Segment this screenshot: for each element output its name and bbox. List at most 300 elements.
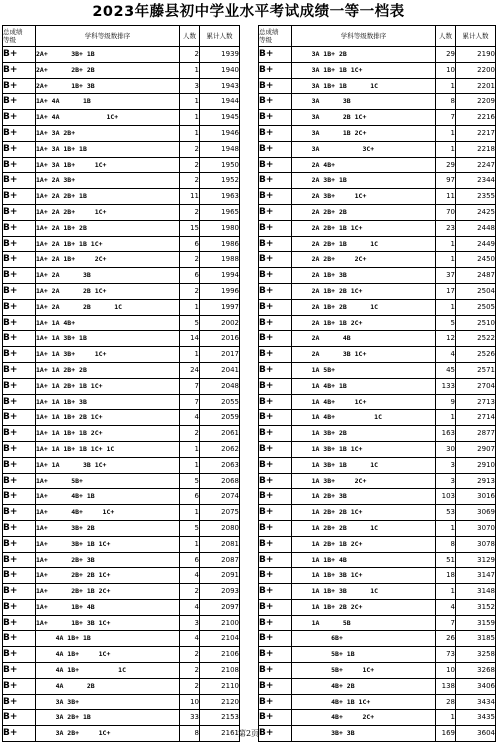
table-row [3, 94, 240, 110]
sequence-cell [292, 378, 436, 394]
cumulative-cell: 2877 [456, 426, 496, 442]
sequence-text: 3A 1B+ 1B 1C [292, 81, 379, 90]
table-body-left [3, 47, 240, 742]
count-cell: 1 [436, 710, 456, 726]
sequence-text: 3A 2B+ 1B [36, 713, 91, 722]
count-cell: 8 [436, 536, 456, 552]
sequence-text: 3A 3C+ [292, 144, 375, 153]
sequence-cell [36, 204, 180, 220]
count-cell: 11 [180, 189, 200, 205]
count-cell: 18 [436, 568, 456, 584]
grade-cell: B+ [259, 189, 292, 205]
sequence-text: 1A+ 4A 1B [36, 97, 91, 106]
sequence-cell [292, 47, 436, 63]
cumulative-cell: 2002 [200, 315, 240, 331]
count-cell: 1 [436, 125, 456, 141]
sequence-cell [36, 331, 180, 347]
table-row [259, 536, 496, 552]
sequence-cell [36, 157, 180, 173]
table-row [259, 710, 496, 726]
table-row [259, 457, 496, 473]
sequence-cell [292, 615, 436, 631]
sequence-cell [36, 568, 180, 584]
count-cell: 15 [180, 220, 200, 236]
grade-cell: B+ [3, 726, 36, 742]
count-cell: 17 [436, 283, 456, 299]
sequence-cell [292, 584, 436, 600]
table-row [3, 362, 240, 378]
cumulative-cell: 1950 [200, 157, 240, 173]
count-cell: 2 [180, 647, 200, 663]
cumulative-cell: 2209 [456, 94, 496, 110]
sequence-cell [36, 694, 180, 710]
count-cell: 26 [436, 631, 456, 647]
sequence-text: 3A 1B 2C+ [292, 128, 367, 137]
sequence-cell [292, 394, 436, 410]
sequence-text: 2A 2B+ 1B 1C [292, 239, 379, 248]
grade-cell: B+ [259, 110, 292, 126]
cumulative-cell: 1965 [200, 204, 240, 220]
cumulative-cell: 3078 [456, 536, 496, 552]
sequence-text: 3A 2B 1C+ [292, 113, 367, 122]
cumulative-cell: 2059 [200, 410, 240, 426]
table-row [3, 141, 240, 157]
sequence-cell [292, 331, 436, 347]
sequence-text: 2A+ 2B+ 2B [36, 65, 95, 74]
count-cell: 8 [180, 726, 200, 742]
page-number: 第2页 [237, 729, 260, 738]
sequence-text: 1A 5B+ [292, 365, 336, 374]
count-cell: 5 [180, 315, 200, 331]
table-row [3, 536, 240, 552]
cumulative-cell: 2216 [456, 110, 496, 126]
sequence-cell [292, 141, 436, 157]
count-cell: 6 [180, 552, 200, 568]
table-row [3, 710, 240, 726]
grade-cell: B+ [259, 252, 292, 268]
table-row [3, 520, 240, 536]
table-row [259, 141, 496, 157]
table-row [3, 315, 240, 331]
sequence-cell [292, 536, 436, 552]
sequence-cell [292, 173, 436, 189]
grade-cell: B+ [3, 489, 36, 505]
header-count: 人数 [436, 26, 456, 47]
cumulative-cell: 2487 [456, 268, 496, 284]
cumulative-cell: 3268 [456, 663, 496, 679]
count-cell: 7 [436, 110, 456, 126]
count-cell: 2 [180, 141, 200, 157]
table-row [3, 457, 240, 473]
table-row [259, 599, 496, 615]
sequence-cell [36, 599, 180, 615]
grade-cell: B+ [3, 236, 36, 252]
count-cell: 1 [436, 236, 456, 252]
cumulative-cell: 3129 [456, 552, 496, 568]
count-cell: 2 [180, 173, 200, 189]
sequence-cell [292, 220, 436, 236]
cumulative-cell: 2448 [456, 220, 496, 236]
sequence-cell [36, 631, 180, 647]
cumulative-cell: 2016 [200, 331, 240, 347]
count-cell: 133 [436, 378, 456, 394]
sequence-cell [36, 110, 180, 126]
table-row [3, 62, 240, 78]
grade-cell: B+ [3, 347, 36, 363]
table-row [3, 678, 240, 694]
header-cumulative: 累计人数 [200, 26, 240, 47]
cumulative-cell: 2055 [200, 394, 240, 410]
sequence-text: 2A 3B+ 1B [292, 176, 347, 185]
grade-cell: B+ [3, 536, 36, 552]
header-count: 人数 [180, 26, 200, 47]
sequence-text: 1A+ 2A 1B+ 2C+ [36, 255, 107, 264]
count-cell: 1 [180, 536, 200, 552]
grade-cell: B+ [3, 220, 36, 236]
sequence-cell [36, 457, 180, 473]
grade-cell: B+ [3, 678, 36, 694]
sequence-cell [36, 94, 180, 110]
cumulative-cell: 2217 [456, 125, 496, 141]
sequence-cell [292, 678, 436, 694]
grade-cell: B+ [259, 584, 292, 600]
sequence-text: 1A+ 2A 2B 1C+ [36, 286, 107, 295]
cumulative-cell: 1997 [200, 299, 240, 315]
sequence-cell [36, 678, 180, 694]
cumulative-cell: 2108 [200, 663, 240, 679]
sequence-text: 1A 2B+ 1B 2C+ [292, 539, 363, 548]
sequence-text: 2A 1B+ 2B 1C [292, 302, 379, 311]
table-row [3, 220, 240, 236]
sequence-cell [292, 283, 436, 299]
cumulative-cell: 2068 [200, 473, 240, 489]
count-cell: 8 [436, 94, 456, 110]
cumulative-cell: 2218 [456, 141, 496, 157]
cumulative-cell: 2104 [200, 631, 240, 647]
cumulative-cell: 3435 [456, 710, 496, 726]
cumulative-cell: 1948 [200, 141, 240, 157]
grade-cell: B+ [259, 141, 292, 157]
table-row [3, 426, 240, 442]
grade-cell: B+ [259, 331, 292, 347]
table-row [3, 663, 240, 679]
sequence-cell [36, 710, 180, 726]
table-row [259, 647, 496, 663]
sequence-text: 1A+ 1A 3B+ 1B [36, 334, 87, 343]
count-cell: 33 [180, 710, 200, 726]
count-cell: 53 [436, 505, 456, 521]
cumulative-cell: 2910 [456, 457, 496, 473]
grade-cell: B+ [3, 584, 36, 600]
sequence-text: 4A 1B+ 1C [36, 666, 127, 675]
grade-cell: B+ [259, 299, 292, 315]
sequence-cell [36, 552, 180, 568]
grade-cell: B+ [3, 663, 36, 679]
sequence-cell [292, 268, 436, 284]
table-row [259, 615, 496, 631]
cumulative-cell: 2017 [200, 347, 240, 363]
table-row [3, 173, 240, 189]
sequence-cell [36, 663, 180, 679]
sequence-cell [36, 252, 180, 268]
count-cell: 1 [436, 584, 456, 600]
sequence-cell [292, 473, 436, 489]
cumulative-cell: 3406 [456, 678, 496, 694]
grade-cell: B+ [3, 204, 36, 220]
table-row [259, 505, 496, 521]
table-row [259, 426, 496, 442]
sequence-text: 1A 1B+ 3B 1C+ [292, 571, 363, 580]
sequence-cell [292, 410, 436, 426]
sequence-cell [292, 552, 436, 568]
sequence-text: 1A+ 2A 1B+ 2B [36, 223, 87, 232]
count-cell: 3 [436, 473, 456, 489]
count-cell: 7 [180, 394, 200, 410]
sequence-cell [292, 189, 436, 205]
sequence-text: 1A+ 3A 1B+ 1B [36, 144, 87, 153]
count-cell: 10 [180, 694, 200, 710]
cumulative-cell: 2061 [200, 426, 240, 442]
cumulative-cell: 2449 [456, 236, 496, 252]
grade-cell: B+ [3, 315, 36, 331]
grade-cell: B+ [3, 252, 36, 268]
table-row [259, 110, 496, 126]
count-cell: 4 [180, 631, 200, 647]
cumulative-cell: 1945 [200, 110, 240, 126]
cumulative-cell: 2425 [456, 204, 496, 220]
table-row [259, 268, 496, 284]
grade-cell: B+ [259, 268, 292, 284]
sequence-cell [292, 631, 436, 647]
sequence-text: 1A+ 2A 2B+ 1C+ [36, 207, 107, 216]
sequence-text: 1A+ 1A 4B+ [36, 318, 76, 327]
sequence-text: 2A 2B+ 1B 1C+ [292, 223, 363, 232]
cumulative-cell: 2907 [456, 441, 496, 457]
table-row [259, 299, 496, 315]
cumulative-cell: 2081 [200, 536, 240, 552]
cumulative-cell: 2704 [456, 378, 496, 394]
sequence-cell [36, 473, 180, 489]
table-row [259, 315, 496, 331]
cumulative-cell: 1952 [200, 173, 240, 189]
sequence-cell [36, 47, 180, 63]
count-cell: 5 [180, 473, 200, 489]
cumulative-cell: 3148 [456, 584, 496, 600]
sequence-cell [36, 615, 180, 631]
sequence-text: 1A+ 2B+ 2B 1C+ [36, 571, 111, 580]
sequence-cell [292, 252, 436, 268]
grade-cell: B+ [259, 378, 292, 394]
sequence-cell [292, 568, 436, 584]
sequence-cell [292, 62, 436, 78]
grade-cell: B+ [259, 647, 292, 663]
table-row [259, 678, 496, 694]
count-cell: 14 [180, 331, 200, 347]
sequence-cell [36, 378, 180, 394]
count-cell: 2 [180, 47, 200, 63]
cumulative-cell: 2063 [200, 457, 240, 473]
table-row [3, 331, 240, 347]
count-cell: 73 [436, 647, 456, 663]
grade-cell: B+ [259, 568, 292, 584]
count-cell: 1 [436, 78, 456, 94]
cumulative-cell: 2190 [456, 47, 496, 63]
sequence-text: 1A+ 1A 2B+ 2B [36, 365, 87, 374]
sequence-cell [292, 663, 436, 679]
cumulative-cell: 3185 [456, 631, 496, 647]
table-row [3, 505, 240, 521]
table-row [3, 552, 240, 568]
grade-cell: B+ [259, 220, 292, 236]
count-cell: 4 [436, 347, 456, 363]
cumulative-cell: 2110 [200, 678, 240, 694]
cumulative-cell: 1994 [200, 268, 240, 284]
grade-cell: B+ [3, 473, 36, 489]
sequence-text: 3A 1B+ 2B [292, 50, 347, 58]
grade-cell: B+ [3, 710, 36, 726]
sequence-text: 1A 2B+ 3B [292, 492, 347, 501]
sequence-cell [292, 647, 436, 663]
table-row [259, 663, 496, 679]
cumulative-cell: 2714 [456, 410, 496, 426]
table-row [3, 268, 240, 284]
grade-cell: B+ [259, 615, 292, 631]
table-row [259, 252, 496, 268]
grade-cell: B+ [259, 426, 292, 442]
table-row [3, 78, 240, 94]
sequence-text: 1A+ 1B+ 3B 1C+ [36, 618, 111, 627]
sequence-cell [36, 489, 180, 505]
sequence-text: 2A+ 3B+ 1B [36, 50, 95, 58]
grade-cell: B+ [259, 663, 292, 679]
sequence-text: 1A+ 2A 2B 1C [36, 302, 123, 311]
cumulative-cell: 2526 [456, 347, 496, 363]
sequence-text: 1A+ 4B+ 1C+ [36, 508, 115, 517]
table-row [3, 189, 240, 205]
cumulative-cell: 2344 [456, 173, 496, 189]
sequence-text: 1A 4B+ 1B [292, 381, 347, 390]
count-cell: 24 [180, 362, 200, 378]
table-row [259, 362, 496, 378]
sequence-text: 1A+ 2A 3B+ [36, 176, 76, 185]
count-cell: 12 [436, 331, 456, 347]
grade-cell: B+ [259, 204, 292, 220]
cumulative-cell: 2450 [456, 252, 496, 268]
cumulative-cell: 2080 [200, 520, 240, 536]
count-cell: 2 [180, 157, 200, 173]
cumulative-cell: 1996 [200, 283, 240, 299]
sequence-text: 2A 2B+ 2C+ [292, 255, 367, 264]
count-cell: 3 [436, 457, 456, 473]
table-row [259, 489, 496, 505]
sequence-text: 1A+ 1A 2B+ 1B 1C+ [36, 381, 103, 390]
grade-cell: B+ [259, 347, 292, 363]
sequence-cell [36, 220, 180, 236]
count-cell: 6 [180, 268, 200, 284]
document-title: 2023年藤县初中学业水平考试成绩一等一档表 [92, 4, 405, 20]
sequence-cell [36, 173, 180, 189]
sequence-cell [36, 315, 180, 331]
table-row [259, 694, 496, 710]
count-cell: 1 [436, 520, 456, 536]
sequence-text: 4B+ 2C+ [292, 713, 375, 722]
count-cell: 5 [436, 315, 456, 331]
table-row [3, 347, 240, 363]
count-cell: 1 [180, 110, 200, 126]
sequence-text: 2A 1B+ 3B [292, 271, 347, 280]
grade-cell: B+ [3, 299, 36, 315]
table-row [259, 552, 496, 568]
sequence-text: 1A+ 2A 1B+ 1B 1C+ [36, 239, 103, 248]
cumulative-cell: 2097 [200, 599, 240, 615]
sequence-text: 3A 1B+ 1B 1C+ [292, 65, 363, 74]
sequence-cell [292, 426, 436, 442]
cumulative-cell: 1980 [200, 220, 240, 236]
cumulative-cell: 2510 [456, 315, 496, 331]
grade-cell: B+ [3, 268, 36, 284]
sequence-text: 1A+ 4B+ 1B [36, 492, 95, 501]
grade-cell: B+ [259, 362, 292, 378]
count-cell: 1 [180, 62, 200, 78]
count-cell: 4 [436, 599, 456, 615]
sequence-cell [36, 62, 180, 78]
count-cell: 169 [436, 726, 456, 742]
grade-table-left [2, 25, 240, 742]
grade-cell: B+ [3, 694, 36, 710]
table-row [3, 441, 240, 457]
grade-cell: B+ [259, 125, 292, 141]
table-row [3, 473, 240, 489]
table-body-right [259, 47, 496, 742]
table-row [259, 47, 496, 63]
table-row [3, 204, 240, 220]
sequence-text: 2A 4B [292, 334, 351, 343]
header-grade: 总成绩 等级 [259, 26, 292, 47]
sequence-text: 5B+ 1C+ [292, 666, 375, 675]
grade-cell: B+ [3, 157, 36, 173]
grade-cell: B+ [3, 78, 36, 94]
sequence-text: 2A 4B+ [292, 160, 336, 169]
table-row [3, 252, 240, 268]
count-cell: 9 [436, 394, 456, 410]
table-row [259, 331, 496, 347]
table-header-row [259, 26, 496, 47]
cumulative-cell: 2201 [456, 78, 496, 94]
sequence-cell [36, 78, 180, 94]
sequence-cell [292, 710, 436, 726]
grade-cell: B+ [259, 283, 292, 299]
sequence-text: 3A 3B [292, 97, 351, 106]
count-cell: 138 [436, 678, 456, 694]
cumulative-cell: 1940 [200, 62, 240, 78]
cumulative-cell: 2247 [456, 157, 496, 173]
sequence-text: 1A+ 1A 1B+ 1B 1C+ 1C [36, 444, 115, 453]
grade-cell: B+ [259, 726, 292, 742]
sequence-cell [292, 157, 436, 173]
table-row [259, 173, 496, 189]
grade-cell: B+ [259, 473, 292, 489]
count-cell: 3 [180, 615, 200, 631]
cumulative-cell: 3069 [456, 505, 496, 521]
cumulative-cell: 2355 [456, 189, 496, 205]
sequence-text: 1A+ 3B+ 1B 1C+ [36, 539, 111, 548]
cumulative-cell: 2913 [456, 473, 496, 489]
table-row [259, 584, 496, 600]
sequence-text: 1A+ 2B+ 1B 2C+ [36, 587, 111, 596]
count-cell: 10 [436, 663, 456, 679]
table-row [3, 615, 240, 631]
count-cell: 103 [436, 489, 456, 505]
